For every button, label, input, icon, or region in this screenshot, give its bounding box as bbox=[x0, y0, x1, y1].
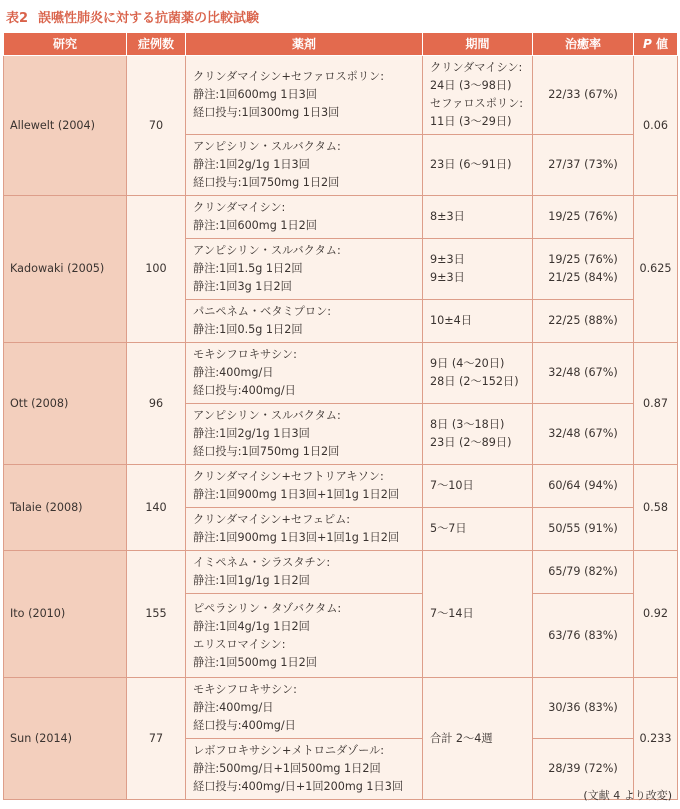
cure-rate: 32/48 (67%) bbox=[533, 343, 634, 404]
period-line: 9±3日 bbox=[430, 253, 465, 266]
period-cell: 合計 2〜4週 bbox=[423, 678, 533, 800]
drug-line: 静注:1回4g/1g 1日2回 bbox=[193, 619, 310, 633]
drug-line: モキシフロキサシン: bbox=[193, 683, 297, 696]
drug-line: 静注:1回900mg 1日3回+1回1g 1日2回 bbox=[193, 531, 400, 544]
period-cell bbox=[423, 404, 533, 465]
case-count: 155 bbox=[127, 551, 186, 678]
table-row bbox=[4, 465, 678, 508]
table-row bbox=[4, 551, 678, 594]
case-count: 140 bbox=[127, 465, 186, 551]
drug-line: アンピシリン・スルバクタム: bbox=[193, 244, 341, 257]
p-value: 0.06 bbox=[634, 56, 678, 196]
drug-line: 静注:1回2g/1g 1日3回 bbox=[193, 158, 310, 171]
drug-cell bbox=[186, 465, 423, 508]
drug-line: 経口投与:400mg/日+1回200mg 1日3回 bbox=[193, 780, 404, 793]
drug-line: レボフロキサシン+メトロニダゾール: bbox=[193, 744, 385, 757]
header-cases: 症例数 bbox=[127, 33, 186, 56]
period-cell bbox=[423, 300, 533, 343]
period-cell bbox=[423, 135, 533, 196]
drug-line: 静注:1回3g 1日2回 bbox=[193, 280, 292, 293]
header-p-value bbox=[634, 33, 678, 56]
cure-rate: 32/48 (67%) bbox=[533, 404, 634, 465]
period-cell bbox=[423, 196, 533, 239]
period-line: クリンダマイシン: bbox=[430, 61, 523, 74]
drug-line: クリンダマイシン+セファロスポリン: bbox=[193, 70, 384, 83]
drug-cell bbox=[186, 404, 423, 465]
case-count: 96 bbox=[127, 343, 186, 465]
header-row bbox=[4, 33, 678, 56]
study-name: Ott (2008) bbox=[4, 343, 127, 465]
drug-line: 静注:500mg/日+1回500mg 1日2回 bbox=[193, 762, 381, 775]
header-cure-rate: 治癒率 bbox=[533, 33, 634, 56]
period-line: 11日 (3〜29日) bbox=[430, 115, 512, 128]
cure-rate: 60/64 (94%) bbox=[533, 465, 634, 508]
drug-cell bbox=[186, 300, 423, 343]
drug-cell bbox=[186, 551, 423, 594]
study-name: Kadowaki (2005) bbox=[4, 196, 127, 343]
period-line: 23日 (6〜91日) bbox=[430, 158, 512, 171]
comparison-table bbox=[3, 32, 678, 800]
period-cell bbox=[423, 465, 533, 508]
period-line: 9日 (4〜20日) bbox=[430, 357, 505, 370]
header-study: 研究 bbox=[4, 33, 127, 56]
p-letter: P bbox=[643, 37, 652, 51]
case-count: 70 bbox=[127, 56, 186, 196]
drug-line: エリスロマイシン: bbox=[193, 637, 286, 651]
period-line: 5〜7日 bbox=[430, 522, 467, 535]
cure-rate: 30/36 (83%) bbox=[533, 678, 634, 739]
drug-cell bbox=[186, 56, 423, 135]
drug-cell bbox=[186, 135, 423, 196]
cure-rate: 63/76 (83%) bbox=[533, 594, 634, 678]
drug-cell bbox=[186, 196, 423, 239]
p-value: 0.92 bbox=[634, 551, 678, 678]
period-line: 9±3日 bbox=[430, 271, 465, 284]
drug-line: 経口投与:400mg/日 bbox=[193, 384, 296, 397]
study-name: Sun (2014) bbox=[4, 678, 127, 800]
period-line: 7〜10日 bbox=[430, 479, 474, 492]
drug-line: 経口投与:400mg/日 bbox=[193, 719, 296, 732]
period-line: 23日 (2〜89日) bbox=[430, 436, 512, 449]
drug-line: 静注:1回900mg 1日3回+1回1g 1日2回 bbox=[193, 488, 400, 501]
drug-cell bbox=[186, 239, 423, 300]
drug-line: 静注:1回600mg 1日2回 bbox=[193, 219, 317, 232]
drug-line: 静注:1回1.5g 1日2回 bbox=[193, 262, 303, 275]
drug-line: クリンダマイシン+セフトリアキソン: bbox=[193, 470, 384, 483]
cure-rate: 22/25 (88%) bbox=[533, 300, 634, 343]
study-name: Ito (2010) bbox=[4, 551, 127, 678]
cure-rate: 21/25 (84%) bbox=[548, 271, 618, 284]
header-period: 期間 bbox=[423, 33, 533, 56]
cure-rate-cell bbox=[533, 239, 634, 300]
drug-cell bbox=[186, 508, 423, 551]
cure-rate: 27/37 (73%) bbox=[533, 135, 634, 196]
period-line: 28日 (2〜152日) bbox=[430, 375, 519, 388]
drug-line: 静注:400mg/日 bbox=[193, 366, 274, 379]
p-rest: 値 bbox=[651, 37, 668, 51]
period-cell bbox=[423, 508, 533, 551]
study-name: Allewelt (2004) bbox=[4, 56, 127, 196]
drug-line: 静注:1回2g/1g 1日3回 bbox=[193, 427, 310, 440]
drug-cell bbox=[186, 678, 423, 739]
header-drug: 薬剤 bbox=[186, 33, 423, 56]
table-title bbox=[6, 7, 259, 26]
period-cell bbox=[423, 343, 533, 404]
cure-rate: 19/25 (76%) bbox=[533, 196, 634, 239]
drug-line: モキシフロキサシン: bbox=[193, 348, 297, 361]
p-value: 0.233 bbox=[634, 678, 678, 800]
source-note: (文献 4 より改変) bbox=[583, 789, 672, 802]
drug-cell bbox=[186, 594, 423, 678]
cure-rate: 65/79 (82%) bbox=[533, 551, 634, 594]
table-row bbox=[4, 196, 678, 239]
period-cell: 7〜14日 bbox=[423, 551, 533, 678]
drug-line: ピペラシリン・タゾバクタム: bbox=[193, 601, 342, 615]
drug-line: クリンダマイシン: bbox=[193, 201, 286, 214]
drug-line: 静注:1回500mg 1日2回 bbox=[193, 655, 317, 669]
drug-cell bbox=[186, 739, 423, 800]
drug-line: クリンダマイシン+セフェピム: bbox=[193, 513, 351, 526]
drug-line: パニペネム・ベタミプロン: bbox=[193, 305, 332, 318]
period-cell bbox=[423, 239, 533, 300]
drug-line: イミペネム・シラスタチン: bbox=[193, 556, 331, 569]
cure-rate: 19/25 (76%) bbox=[548, 253, 618, 266]
table-caption: 誤嚥性肺炎に対する抗菌薬の比較試験 bbox=[38, 11, 260, 26]
drug-line: アンピシリン・スルバクタム: bbox=[193, 409, 341, 422]
period-line: 8±3日 bbox=[430, 210, 465, 223]
cure-rate: 50/55 (91%) bbox=[533, 508, 634, 551]
p-value: 0.87 bbox=[634, 343, 678, 465]
table-row bbox=[4, 343, 678, 404]
drug-line: 静注:1回600mg 1日3回 bbox=[193, 88, 317, 101]
case-count: 100 bbox=[127, 196, 186, 343]
table-row bbox=[4, 56, 678, 135]
case-count: 77 bbox=[127, 678, 186, 800]
table-row bbox=[4, 678, 678, 739]
p-value: 0.625 bbox=[634, 196, 678, 343]
drug-line: 経口投与:1回750mg 1日2回 bbox=[193, 176, 340, 189]
cure-rate: 22/33 (67%) bbox=[533, 56, 634, 135]
drug-line: 静注:1回0.5g 1日2回 bbox=[193, 323, 303, 336]
drug-line: 静注:1回1g/1g 1日2回 bbox=[193, 574, 310, 587]
p-value: 0.58 bbox=[634, 465, 678, 551]
table-number: 表2 bbox=[6, 11, 29, 26]
cure-rate: 28/39 (72%) bbox=[533, 739, 634, 800]
period-line: 24日 (3〜98日) bbox=[430, 79, 512, 92]
drug-line: 経口投与:1回300mg 1日3回 bbox=[193, 106, 340, 119]
drug-line: 経口投与:1回750mg 1日2回 bbox=[193, 445, 340, 458]
drug-line: アンピシリン・スルバクタム: bbox=[193, 140, 341, 153]
period-line: 8日 (3〜18日) bbox=[430, 418, 505, 431]
study-name: Talaie (2008) bbox=[4, 465, 127, 551]
drug-cell bbox=[186, 343, 423, 404]
period-line: 10±4日 bbox=[430, 314, 472, 327]
drug-line: 静注:400mg/日 bbox=[193, 701, 274, 714]
period-line: セファロスポリン: bbox=[430, 97, 524, 110]
period-cell bbox=[423, 56, 533, 135]
